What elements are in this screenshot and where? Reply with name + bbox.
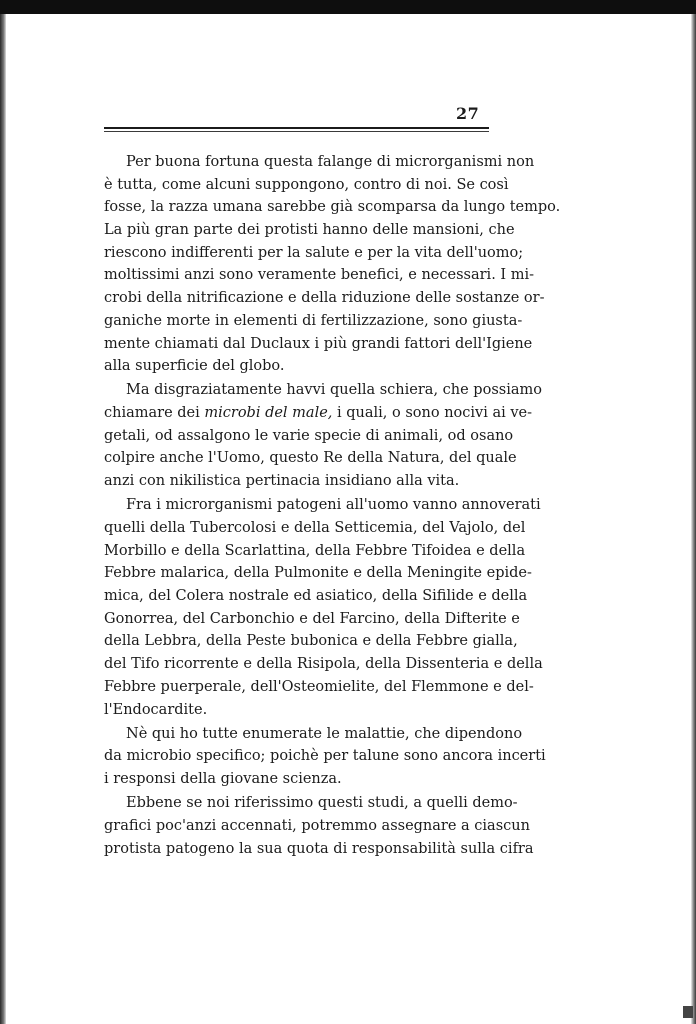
text-line: mica, del Colera nostrale ed asiatico, della Sifilide e della xyxy=(104,588,528,605)
text-line: grafici poc'anzi accennati, potremmo assegnare a ciascun xyxy=(104,817,530,834)
text-line: Febbre malarica, della Pulmonite e della Meningite epide- xyxy=(104,565,532,582)
text-line: protista patogeno la sua quota di responsabilità sulla cifra xyxy=(104,840,534,857)
text-line: anzi con nikilistica pertinacia insidiano alla vita. xyxy=(104,473,460,490)
text-line: quelli della Tubercolosi e della Setticemia, del Vajolo, del xyxy=(104,520,526,536)
text-line: alla superficie del globo. xyxy=(104,358,285,375)
text-line: La più gran parte dei protisti hanno delle mansioni, che xyxy=(104,222,515,239)
text-line: Ebbene se noi riferissimo questi studi, a quelli demo- xyxy=(126,795,518,812)
text-line: riescono indifferenti per la salute e per la vita dell'uomo; xyxy=(104,244,524,261)
header-rule-thin xyxy=(104,131,489,132)
text-line: Nè qui ho tutte enumerate le malattie, che dipendono xyxy=(126,725,523,742)
text-line: Ma disgraziatamente havvi quella schiera, che possiamo xyxy=(126,382,542,399)
text-line: l'Endocardite. xyxy=(104,701,208,718)
text-line: Gonorrea, del Carbonchio e del Farcino, della Difterite e xyxy=(104,610,520,627)
scan-corner-mark xyxy=(683,1006,693,1018)
text-line: Per buona fortuna questa falange di microrganismi non xyxy=(126,154,535,170)
text-line: è tutta, come alcuni suppongono, contro di noi. Se così xyxy=(104,176,509,193)
text-line: i responsi della giovane scienza. xyxy=(104,771,342,788)
scan-left-edge xyxy=(0,14,6,1024)
text-line-with-italic: chiamare dei microbi del male, i quali, o sono nocivi ai ve- xyxy=(104,405,533,422)
text-line: ganiche morte in elementi di fertilizzazione, sono giusta- xyxy=(104,312,523,329)
text-line: della Lebbra, della Peste bubonica e della Febbre gialla, xyxy=(104,633,518,650)
text-line: del Tifo ricorrente e della Risipola, della Dissenteria e della xyxy=(104,656,543,673)
text-line: colpire anche l'Uomo, questo Re della Natura, del quale xyxy=(104,450,517,467)
text-line: mente chiamati dal Duclaux i più grandi fattori dell'Igiene xyxy=(104,335,533,352)
text-line: fosse, la razza umana sarebbe già scomparsa da lungo tempo. xyxy=(104,199,561,216)
page-number: 27 xyxy=(456,104,480,123)
text-line: Morbillo e della Scarlattina, della Febbre Tifoidea e della xyxy=(104,542,526,559)
italic-phrase: microbi del male, xyxy=(204,405,333,422)
text-line: Fra i microrganismi patogeni all'uomo vanno annoverati xyxy=(126,497,541,514)
text-line: crobi della nitrificazione e della riduzione delle sostanze or- xyxy=(104,290,545,307)
header-rule xyxy=(104,127,489,129)
body-text xyxy=(104,151,561,860)
text-line: getali, od assalgono le varie specie di animali, od osano xyxy=(104,427,514,444)
text-line: Febbre puerperale, dell'Osteomielite, del Flemmone e del- xyxy=(104,678,534,695)
text-line: da microbio specifico; poichè per talune sono ancora incerti xyxy=(104,748,546,765)
text-line: moltissimi anzi sono veramente benefici, e necessari. I mi- xyxy=(104,267,535,284)
scan-right-edge xyxy=(691,14,696,1024)
scan-top-border xyxy=(0,0,696,14)
